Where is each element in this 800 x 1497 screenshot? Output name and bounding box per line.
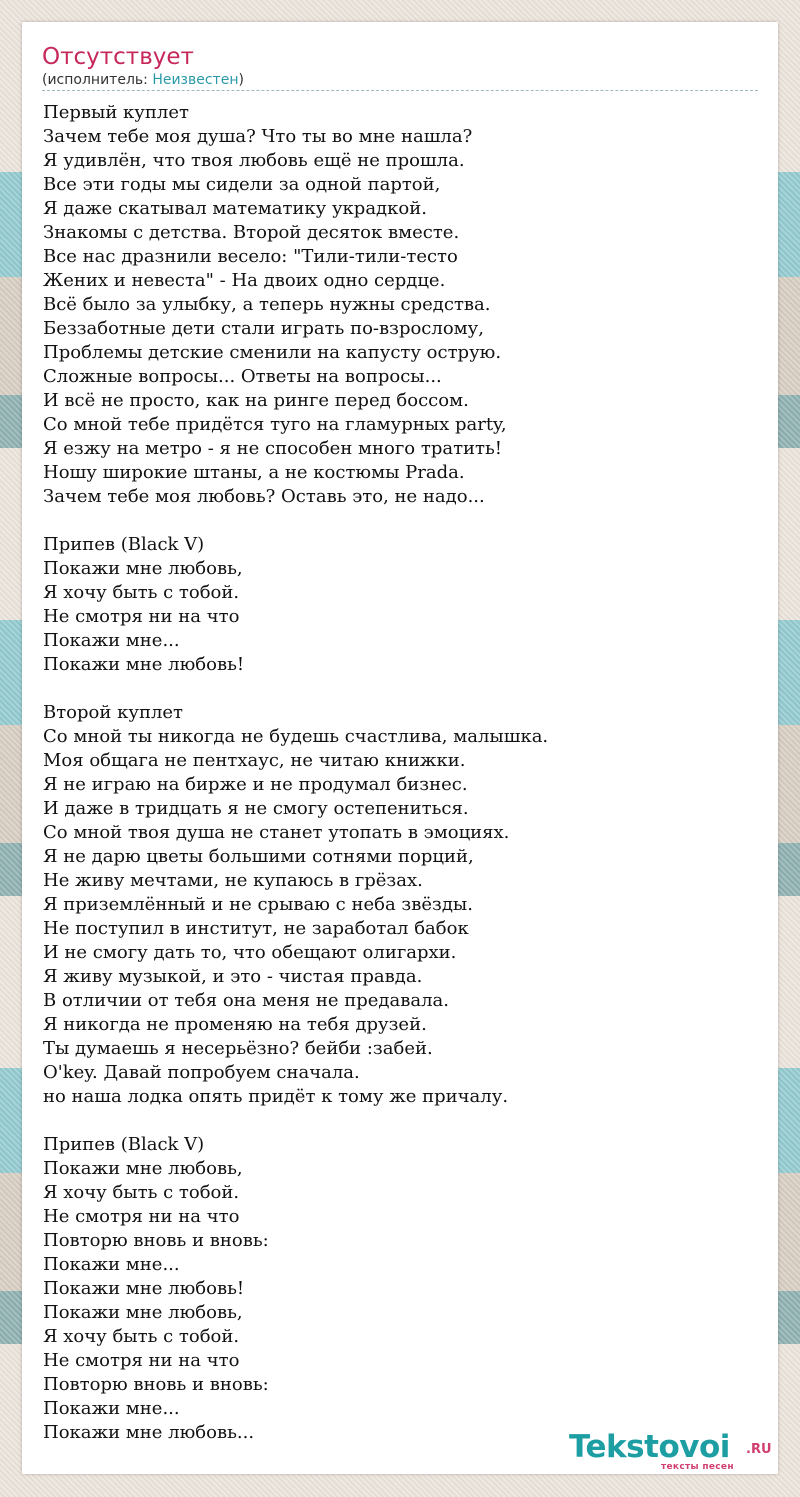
lyrics-line: Я удивлён, что твоя любовь ещё не прошла. — [43, 150, 465, 171]
lyrics-line: Всё было за улыбку, а теперь нужны средства. — [43, 294, 491, 315]
logo-wordmark: Tekstovoi — [569, 1429, 730, 1465]
lyrics-line: Повторю вновь и вновь: — [43, 1230, 269, 1251]
lyrics-line: Ты думаешь я несерьёзно? бейби :забей. — [43, 1038, 433, 1059]
lyrics-line: В отличии от тебя она меня не предавала. — [43, 990, 449, 1011]
artist-prefix: (исполнитель: — [42, 72, 153, 88]
lyrics-blank-line — [43, 509, 763, 533]
lyrics-line: Первый куплет — [43, 102, 189, 123]
lyrics-line: Покажи мне... — [43, 630, 180, 651]
lyrics-line: Моя общага не пентхаус, не читаю книжки. — [43, 750, 466, 771]
lyrics-line: Со мной тебе придётся туго на гламурных party, — [43, 414, 507, 435]
lyrics-line: Жених и невеста" - На двоих одно сердце. — [43, 270, 446, 291]
lyrics-line: Покажи мне любовь! — [43, 654, 245, 675]
lyrics-line: Я приземлённый и не срываю с неба звёзды. — [43, 894, 473, 915]
lyrics-line: Покажи мне любовь, — [43, 1158, 243, 1179]
lyrics-line: но наша лодка опять придёт к тому же причалу. — [43, 1086, 509, 1107]
lyrics-line: И даже в тридцать я не смогу остепениться. — [43, 798, 469, 819]
lyrics-line: Я хочу быть с тобой. — [43, 582, 240, 603]
lyrics-line: Припев (Black V) — [43, 534, 205, 555]
artist-line — [42, 71, 244, 89]
lyrics-line: Я хочу быть с тобой. — [43, 1326, 240, 1347]
lyrics-line: Я живу музыкой, и это - чистая правда. — [43, 966, 423, 987]
lyrics-line: Не поступил в институт, не заработал бабок — [43, 918, 469, 939]
logo-subtitle: тексты песен — [661, 1462, 734, 1472]
lyrics-line: Я езжу на метро - я не способен много тратить! — [43, 438, 503, 459]
lyrics-line: Знакомы с детства. Второй десяток вместе. — [43, 222, 460, 243]
lyrics-line: Припев (Black V) — [43, 1134, 205, 1155]
lyrics-line: Я не дарю цветы большими сотнями порций, — [43, 846, 474, 867]
lyrics-line: Не смотря ни на что — [43, 1206, 240, 1227]
lyrics-line: Со мной ты никогда не будешь счастлива, малышка. — [43, 726, 549, 747]
lyrics-line: Все нас дразнили весело: "Тили-тили-тесто — [43, 246, 458, 267]
lyrics-line: Покажи мне любовь! — [43, 1278, 245, 1299]
lyrics-line: Все эти годы мы сидели за одной партой, — [43, 174, 441, 195]
lyrics-line: Ношу широкие штаны, а не костюмы Prada. — [43, 462, 465, 483]
lyrics-line: И всё не просто, как на ринге перед боссом. — [43, 390, 469, 411]
lyrics-line: Не живу мечтами, не купаюсь в грёзах. — [43, 870, 423, 891]
lyrics-card — [22, 22, 778, 1474]
lyrics-line: И не смогу дать то, что обещают олигархи. — [43, 942, 457, 963]
lyrics-line: Повторю вновь и вновь: — [43, 1374, 269, 1395]
lyrics-line: Покажи мне любовь... — [43, 1422, 255, 1443]
lyrics-line: Беззаботные дети стали играть по-взрослому, — [43, 318, 484, 339]
lyrics-line: Я не играю на бирже и не продумал бизнес. — [43, 774, 468, 795]
lyrics-line: Покажи мне любовь, — [43, 558, 243, 579]
lyrics-line: Зачем тебе моя душа? Что ты во мне нашла? — [43, 126, 473, 147]
lyrics-blank-line — [43, 1109, 763, 1133]
artist-link[interactable]: Неизвестен — [152, 72, 239, 88]
lyrics-line: Покажи мне... — [43, 1254, 180, 1275]
lyrics-blank-line — [43, 677, 763, 701]
lyrics-text — [43, 101, 763, 1445]
lyrics-line: Проблемы детские сменили на капусту острую. — [43, 342, 502, 363]
lyrics-line: Не смотря ни на что — [43, 606, 240, 627]
lyrics-line: Не смотря ни на что — [43, 1350, 240, 1371]
song-title: Отсутствует — [42, 44, 194, 70]
lyrics-line: O'key. Давай попробуем сначала. — [43, 1062, 360, 1083]
lyrics-line: Я хочу быть с тобой. — [43, 1182, 240, 1203]
lyrics-line: Я никогда не променяю на тебя друзей. — [43, 1014, 427, 1035]
lyrics-line: Покажи мне любовь, — [43, 1302, 243, 1323]
logo-domain: .RU — [746, 1442, 772, 1457]
lyrics-line: Второй куплет — [43, 702, 183, 723]
title-divider — [42, 90, 758, 91]
lyrics-line: Со мной твоя душа не станет утопать в эмоциях. — [43, 822, 510, 843]
artist-suffix: ) — [238, 72, 244, 88]
lyrics-line: Сложные вопросы... Ответы на вопросы... — [43, 366, 442, 387]
tekstovoi-logo[interactable] — [569, 1430, 774, 1470]
lyrics-line: Я даже скатывал математику украдкой. — [43, 198, 427, 219]
lyrics-line: Зачем тебе моя любовь? Оставь это, не надо... — [43, 486, 485, 507]
lyrics-line: Покажи мне... — [43, 1398, 180, 1419]
